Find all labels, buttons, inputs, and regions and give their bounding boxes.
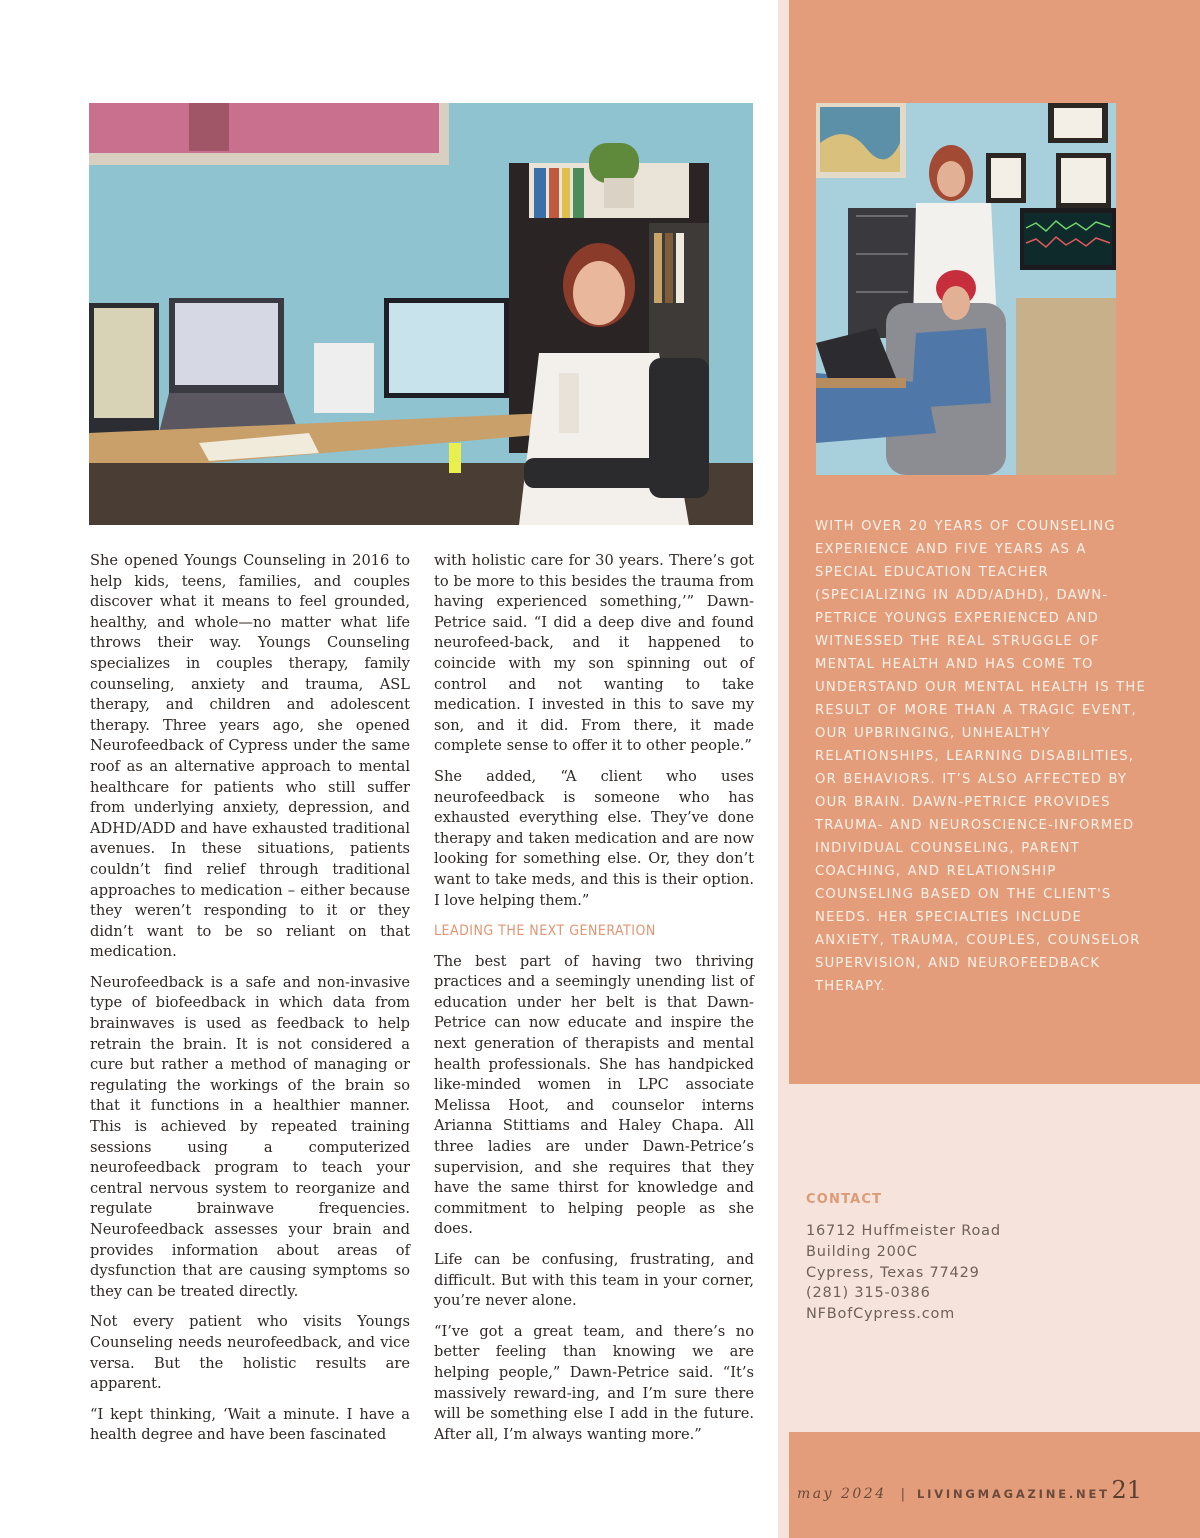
paragraph: “I’ve got a great team, and there’s no better feeling than knowing we are helping people,” Dawn-Petrice said. “It’s massively reward-ing, and I’m sure there will be something else I add in the future. After all, I’m always wanting more.”	[434, 1322, 754, 1443]
contact-heading: CONTACT	[806, 1192, 883, 1207]
contact-phone: (281) 315-0386	[806, 1285, 931, 1302]
page-footer	[797, 1476, 1142, 1506]
footer-issue-date: may 2024	[797, 1486, 887, 1502]
paragraph: “I kept thinking, ‘Wait a minute. I have a health degree and have been fascinated	[90, 1405, 410, 1444]
section-subheading: LEADING THE NEXT GENERATION	[434, 923, 656, 940]
contact-block	[806, 1192, 1106, 1325]
paragraph: She opened Youngs Counseling in 2016 to help kids, teens, families, and couples discover what it means to feel grounded, healthy, and whole—no matter what life throws their way. Youngs Counseling specializes in couples therapy, family counseling, anxiety and trauma, ASL therapy, and children and adolescent therapy. Three years ago, she opened Neurofeedback of Cypress under the same roof as an alternative approach to mental healthcare for patients who still suffer from underlying anxiety, depression, and ADHD/ADD and have exhausted traditional avenues. In these situations, patients couldn’t find relief through traditional approaches to medication – either because they weren’t responding to it or they didn’t want to be so reliant on that medication.	[90, 552, 410, 961]
paragraph: She added, “A client who uses neurofeedback is someone who has exhausted everything else. They’ve done therapy and taken medication and are now looking for something else. Or, they don’t want to take meds, and this is their option. I love helping them.”	[434, 767, 754, 909]
article-column-2	[434, 551, 754, 1455]
photo-neurofeedback-session	[816, 103, 1116, 475]
paragraph: with holistic care for 30 years. There’s got to be more to this besides the trauma from having experienced something,’” Dawn-Petrice said. “I did a deep dive and found neurofeed-back, and it happened to coincide with my son spinning out of control and not wanting to take medication. I invested in this to save my son, and it did. From there, it made complete sense to offer it to other people.”	[434, 552, 754, 755]
footer-separator: |	[900, 1487, 906, 1502]
paragraph: Not every patient who visits Youngs Counseling needs neurofeedback, and vice versa. But the holistic results are apparent.	[90, 1313, 410, 1393]
footer-website: LIVINGMAGAZINE.NET	[917, 1487, 1110, 1501]
photo-therapist-at-desk	[89, 103, 753, 525]
page-number: 21	[1111, 1476, 1142, 1504]
paragraph: The best part of having two thriving practices and a seemingly unending list of education under her belt is that Dawn-Petrice can now educate and inspire the next generation of therapists and mental health professionals. She has handpicked like-minded women in LPC associate Melissa Hoot, and counselor interns Arianna Stittiams and Haley Chapa. All three ladies are under Dawn-Petrice’s supervision, and she requires that they have the same thirst for knowledge and commitment to helping people as she does.	[434, 952, 754, 1238]
paragraph: Life can be confusing, frustrating, and difficult. But with this team in your corner, you’re never alone.	[434, 1251, 754, 1310]
contact-website: NFBofCypress.com	[806, 1306, 956, 1323]
contact-address-building: Building 200C	[806, 1243, 918, 1260]
contact-address-city: Cypress, Texas 77429	[806, 1264, 980, 1281]
paragraph: Neurofeedback is a safe and non-invasive type of biofeedback in which data from brainwaves is used as feedback to help retrain the brain. It is not considered a cure but rather a method of managing or regulating the workings of the brain so that it functions in a healthier manner. This is achieved by repeated training sessions using a computerized neurofeedback program to teach your central nervous system to reorganize and regulate brainwave frequencies. Neurofeedback assesses your brain and provides information about areas of dysfunction that are causing symptoms so they can be treated directly.	[90, 973, 410, 1300]
contact-address-street: 16712 Huffmeister Road	[806, 1223, 1001, 1239]
sidebar-bio-text: WITH OVER 20 YEARS OF COUNSELING EXPERIENCE AND FIVE YEARS AS A SPECIAL EDUCATION TEACHER (SPECIALIZING IN ADD/ADHD), DAWN-PETRICE YOUNGS EXPERIENCED AND WITNESSED THE REAL STRUGGLE OF MENTAL HEALTH AND HAS COME TO UNDERSTAND OUR MENTAL HEALTH IS THE RESULT OF MORE THAN A TRAGIC EVENT, OUR UPBRINGING, UNHEALTHY RELATIONSHIPS, LEARNING DISABILITIES, OR BEHAVIORS. IT’S ALSO AFFECTED BY OUR BRAIN. DAWN-PETRICE PROVIDES TRAUMA- AND NEUROSCIENCE-INFORMED INDIVIDUAL COUNSELING, PARENT COACHING, AND RELATIONSHIP COUNSELING BASED ON THE CLIENT'S NEEDS. HER SPECIALTIES INCLUDE ANXIETY, TRAUMA, COUPLES, COUNSELOR SUPERVISION, AND NEUROFEEDBACK THERAPY.	[815, 519, 1147, 994]
article-column-1	[90, 551, 410, 1456]
